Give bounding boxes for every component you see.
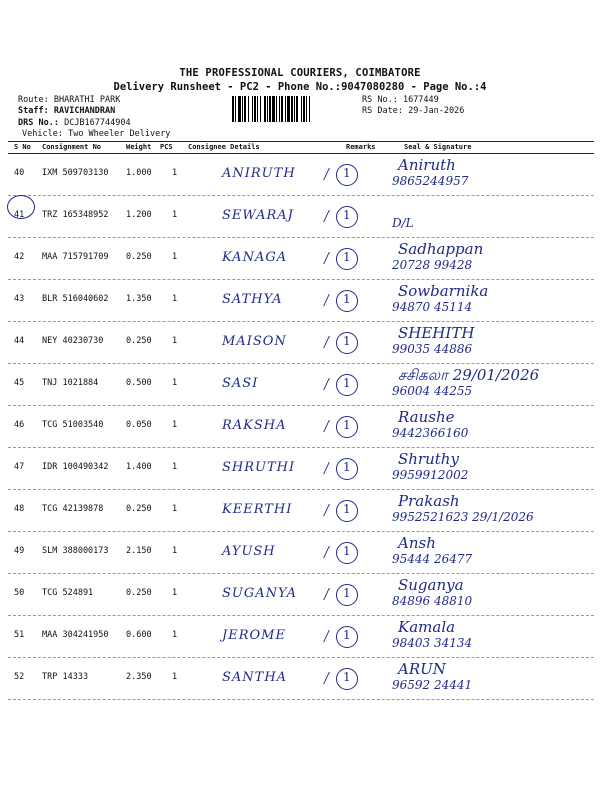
- row-consignee-handwritten: SATHYA: [222, 292, 283, 307]
- remark-one-mark: 1: [343, 628, 351, 642]
- remark-one-mark: 1: [343, 502, 351, 516]
- row-divider: [8, 699, 594, 700]
- row-pcs: 1: [172, 378, 178, 388]
- row-consignment-no: BLR 516040602: [42, 294, 109, 304]
- table-row: [0, 238, 600, 280]
- vehicle-label: Vehicle:: [22, 129, 63, 139]
- row-consignment-no: TRP 14333: [42, 672, 89, 682]
- table-row: [0, 364, 600, 406]
- rs-date-label: RS Date:: [362, 106, 403, 116]
- row-seal-phone: 9442366160: [392, 426, 469, 440]
- row-sno: 42: [14, 252, 25, 262]
- row-seal-phone: 96592 24441: [392, 678, 473, 692]
- row-sno: 47: [14, 462, 25, 472]
- row-seal-signature: Ansh: [398, 534, 436, 552]
- row-pcs: 1: [172, 546, 178, 556]
- route-info: [18, 95, 120, 106]
- remark-one-mark: 1: [343, 334, 351, 348]
- row-sno: 41: [14, 210, 25, 220]
- row-seal-phone: 99035 44886: [392, 342, 473, 356]
- row-consignment-no: MAA 304241950: [42, 630, 109, 640]
- row-seal-phone: 9865244957: [392, 174, 469, 188]
- route-value: BHARATHI PARK: [53, 95, 121, 105]
- runsheet-title: Delivery Runsheet - PC2 - Phone No.:9047080280 - Page No.:4: [113, 81, 487, 93]
- row-sno: 52: [14, 672, 25, 682]
- row-pcs: 1: [172, 210, 178, 220]
- row-pcs: 1: [172, 252, 178, 262]
- row-seal-signature: Sowbarnika: [398, 282, 489, 300]
- remark-one-mark: 1: [343, 166, 351, 180]
- row-seal-phone: 98403 34134: [392, 636, 473, 650]
- col-seal: Seal & Signature: [404, 143, 472, 151]
- circled-row-marker: [7, 195, 35, 219]
- row-seal-signature: Raushe: [398, 408, 455, 426]
- row-seal-signature: Prakash: [398, 492, 460, 510]
- remark-one-mark: 1: [343, 670, 351, 684]
- rs-number: [362, 95, 439, 106]
- row-sno: 45: [14, 378, 25, 388]
- row-consignment-no: NEY 40230730: [42, 336, 104, 346]
- row-seal-signature: Aniruth: [398, 156, 456, 174]
- row-seal-phone: 94870 45114: [392, 300, 473, 314]
- row-pcs: 1: [172, 504, 178, 514]
- col-consignment: Consignment No: [42, 143, 102, 151]
- row-pcs: 1: [172, 168, 178, 178]
- remark-one-mark: 1: [343, 292, 351, 306]
- row-weight: 0.250: [126, 504, 152, 514]
- col-weight: Weight: [126, 143, 152, 151]
- row-seal-phone: D/L: [392, 216, 414, 230]
- row-pcs: 1: [172, 336, 178, 346]
- row-consignee-handwritten: KEERTHI: [222, 502, 293, 517]
- row-consignment-no: TCG 42139878: [42, 504, 104, 514]
- row-consignee-handwritten: MAISON: [222, 334, 287, 349]
- row-consignee-handwritten: SUGANYA: [222, 586, 297, 601]
- row-consignment-no: TNJ 1021884: [42, 378, 99, 388]
- row-consignment-no: TCG 524891: [42, 588, 94, 598]
- staff-value: RAVICHANDRAN: [53, 106, 116, 116]
- rs-no-value: 1677449: [402, 95, 439, 105]
- row-seal-phone: 96004 44255: [392, 384, 473, 398]
- table-row: [0, 658, 600, 700]
- remark-one-mark: 1: [343, 418, 351, 432]
- row-consignment-no: MAA 715791709: [42, 252, 109, 262]
- row-sno: 46: [14, 420, 25, 430]
- table-row: [0, 616, 600, 658]
- header-top-divider: [8, 141, 594, 142]
- row-sno: 48: [14, 504, 25, 514]
- row-seal-signature: சசிகலா 29/01/2026: [398, 366, 540, 384]
- rs-no-label: RS No.:: [362, 95, 398, 105]
- col-remarks: Remarks: [346, 143, 376, 151]
- table-row: [0, 448, 600, 490]
- col-consignee: Consignee Details: [188, 143, 260, 151]
- rs-date-value: 29-Jan-2026: [408, 106, 465, 116]
- route-label: Route:: [18, 95, 49, 105]
- row-weight: 0.500: [126, 378, 152, 388]
- vehicle-value: Two Wheeler Delivery: [68, 129, 171, 139]
- barcode-image: [232, 96, 358, 122]
- row-pcs: 1: [172, 294, 178, 304]
- table-row: [0, 280, 600, 322]
- row-seal-signature: ARUN: [398, 660, 446, 678]
- remark-one-mark: 1: [343, 376, 351, 390]
- row-weight: 2.350: [126, 672, 152, 682]
- row-consignment-no: TCG 51003540: [42, 420, 104, 430]
- row-sno: 43: [14, 294, 25, 304]
- row-sno: 40: [14, 168, 25, 178]
- row-weight: 0.050: [126, 420, 152, 430]
- table-row: [0, 406, 600, 448]
- table-row: [0, 322, 600, 364]
- table-row: [0, 154, 600, 196]
- table-row: [0, 532, 600, 574]
- row-pcs: 1: [172, 462, 178, 472]
- row-seal-signature: Suganya: [398, 576, 464, 594]
- row-weight: 0.250: [126, 588, 152, 598]
- company-name: THE PROFESSIONAL COURIERS, COIMBATORE: [179, 67, 421, 79]
- row-pcs: 1: [172, 420, 178, 430]
- row-weight: 0.600: [126, 630, 152, 640]
- table-row: [0, 574, 600, 616]
- remark-one-mark: 1: [343, 208, 351, 222]
- row-sno: 51: [14, 630, 25, 640]
- row-consignee-handwritten: SANTHA: [222, 670, 288, 685]
- row-consignee-handwritten: SHRUTHI: [222, 460, 296, 475]
- row-consignment-no: IDR 100490342: [42, 462, 109, 472]
- staff-label: Staff:: [18, 106, 49, 116]
- table-row: [0, 490, 600, 532]
- row-weight: 0.250: [126, 336, 152, 346]
- row-weight: 1.400: [126, 462, 152, 472]
- remark-one-mark: 1: [343, 586, 351, 600]
- row-consignee-handwritten: SASI: [222, 376, 259, 391]
- row-weight: 0.250: [126, 252, 152, 262]
- row-seal-phone: 9952521623 29/1/2026: [392, 510, 534, 524]
- row-weight: 1.200: [126, 210, 152, 220]
- row-seal-phone: 84896 48810: [392, 594, 473, 608]
- row-seal-phone: 9959912002: [392, 468, 469, 482]
- rs-date: [362, 106, 464, 117]
- row-seal-signature: Kamala: [398, 618, 456, 636]
- row-weight: 1.350: [126, 294, 152, 304]
- row-seal-signature: Shruthy: [398, 450, 459, 468]
- row-weight: 1.000: [126, 168, 152, 178]
- row-consignee-handwritten: ANIRUTH: [222, 166, 296, 181]
- vehicle-info: [22, 129, 170, 140]
- col-pcs: PCS: [160, 143, 173, 151]
- remark-one-mark: 1: [343, 544, 351, 558]
- drs-info: [18, 118, 131, 129]
- row-seal-signature: SHEHITH: [398, 324, 475, 342]
- row-consignee-handwritten: KANAGA: [222, 250, 288, 265]
- row-pcs: 1: [172, 672, 178, 682]
- table-row: [0, 196, 600, 238]
- row-seal-phone: 95444 26477: [392, 552, 473, 566]
- row-consignment-no: SLM 388000173: [42, 546, 109, 556]
- row-consignee-handwritten: AYUSH: [222, 544, 276, 559]
- row-seal-phone: 20728 99428: [392, 258, 473, 272]
- drs-label: DRS No.:: [18, 118, 59, 128]
- row-weight: 2.150: [126, 546, 152, 556]
- row-consignee-handwritten: SEWARAJ: [222, 208, 294, 223]
- row-consignment-no: TRZ 165348952: [42, 210, 109, 220]
- row-sno: 44: [14, 336, 25, 346]
- barcode-bar: [310, 96, 311, 122]
- table-header: [0, 143, 600, 153]
- remark-one-mark: 1: [343, 250, 351, 264]
- row-pcs: 1: [172, 630, 178, 640]
- remark-one-mark: 1: [343, 460, 351, 474]
- row-consignee-handwritten: JEROME: [222, 628, 286, 643]
- drs-value: DCJB167744904: [64, 118, 131, 128]
- row-consignee-handwritten: RAKSHA: [222, 418, 287, 433]
- row-consignment-no: IXM 509703130: [42, 168, 109, 178]
- row-sno: 49: [14, 546, 25, 556]
- row-seal-signature: Sadhappan: [398, 240, 484, 258]
- row-sno: 50: [14, 588, 25, 598]
- staff-info: [18, 106, 115, 117]
- col-sno: S No: [14, 143, 31, 151]
- row-pcs: 1: [172, 588, 178, 598]
